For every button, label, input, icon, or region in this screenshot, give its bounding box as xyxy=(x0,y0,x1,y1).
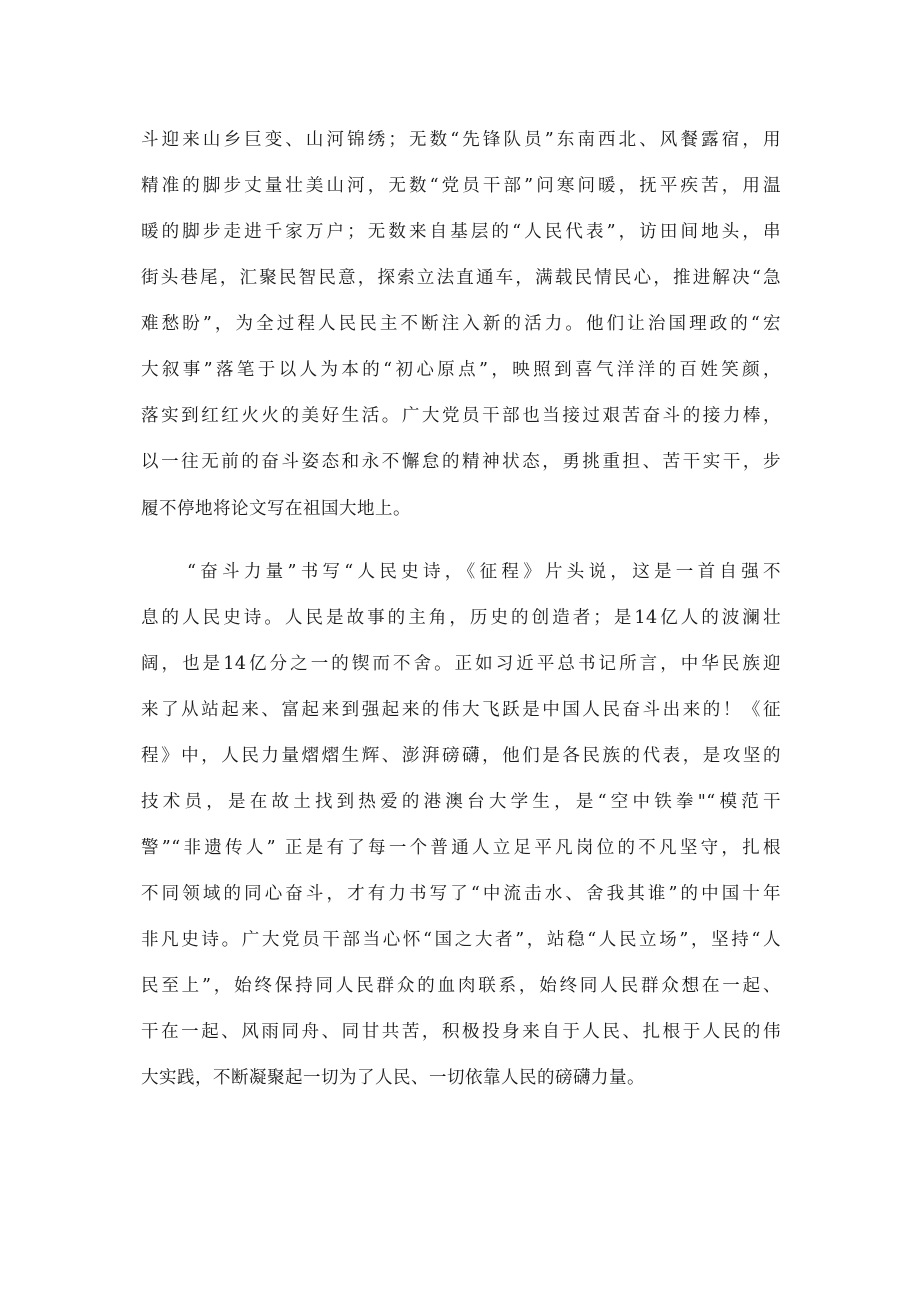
paragraph-line: 来了从站起来、富起来到强起来的伟大飞跃是中国人民奋斗出来的！《征 xyxy=(141,700,781,720)
paragraph-line: 履不停地将论文写在祖国大地上。 xyxy=(141,499,411,519)
paragraph-line: “奋斗力量”书写“人民史诗，《征程》片头说，这是一首自强不 xyxy=(187,562,781,582)
paragraph-line: 干在一起、风雨同舟、同甘共苦，积极投身来自于人民、扎根于人民的伟 xyxy=(141,1022,781,1042)
paragraph-line: 阔，也是14亿分之一的锲而不舍。正如习近平总书记所言，中华民族迎 xyxy=(141,654,781,674)
paragraph-line: 警”“非遗传人” 正是有了每一个普通人立足平凡岗位的不凡坚守，扎根 xyxy=(141,838,781,858)
paragraph-line: 大实践，不断凝聚起一切为了人民、一切依靠人民的磅礴力量。 xyxy=(141,1068,645,1088)
paragraph-line: 落实到红红火火的美好生活。广大党员干部也当接过艰苦奋斗的接力棒， xyxy=(141,406,781,426)
paragraph-line: 不同领域的同心奋斗，才有力书写了“中流击水、舍我其谁”的中国十年 xyxy=(141,884,781,904)
paragraph-line: 非凡史诗。广大党员干部当心怀“国之大者”，站稳“人民立场”，坚持“人 xyxy=(141,930,781,950)
paragraph-line: 难愁盼”，为全过程人民民主不断注入新的活力。他们让治国理政的“宏 xyxy=(141,314,781,334)
paragraph-line: 斗迎来山乡巨变、山河锦绣；无数“先锋队员”东南西北、风餐露宿，用 xyxy=(141,130,781,150)
paragraph-line: 大叙事”落笔于以人为本的“初心原点”，映照到喜气洋洋的百姓笑颜， xyxy=(141,360,781,380)
paragraph-line: 技术员，是在故土找到热爱的港澳台大学生，是“空中铁拳"“模范干 xyxy=(141,792,781,812)
paragraph-line: 以一往无前的奋斗姿态和永不懈怠的精神状态，勇挑重担、苦干实干，步 xyxy=(141,452,781,472)
paragraph-line: 暖的脚步走进千家万户；无数来自基层的“人民代表”，访田间地头，串 xyxy=(141,222,781,242)
paragraph-line: 民至上”，始终保持同人民群众的血肉联系，始终同人民群众想在一起、 xyxy=(141,976,781,996)
paragraph-line: 街头巷尾，汇聚民智民意，探索立法直通车，满载民情民心，推进解决“急 xyxy=(141,268,781,288)
paragraph-line: 息的人民史诗。人民是故事的主角，历史的创造者；是14亿人的波澜壮 xyxy=(141,608,781,628)
paragraph-line: 程》中，人民力量熠熠生辉、澎湃磅礴，他们是各民族的代表，是攻坚的 xyxy=(141,746,781,766)
paragraph-line: 精准的脚步丈量壮美山河，无数“党员干部”问寒问暖，抚平疾苦，用温 xyxy=(141,176,781,196)
